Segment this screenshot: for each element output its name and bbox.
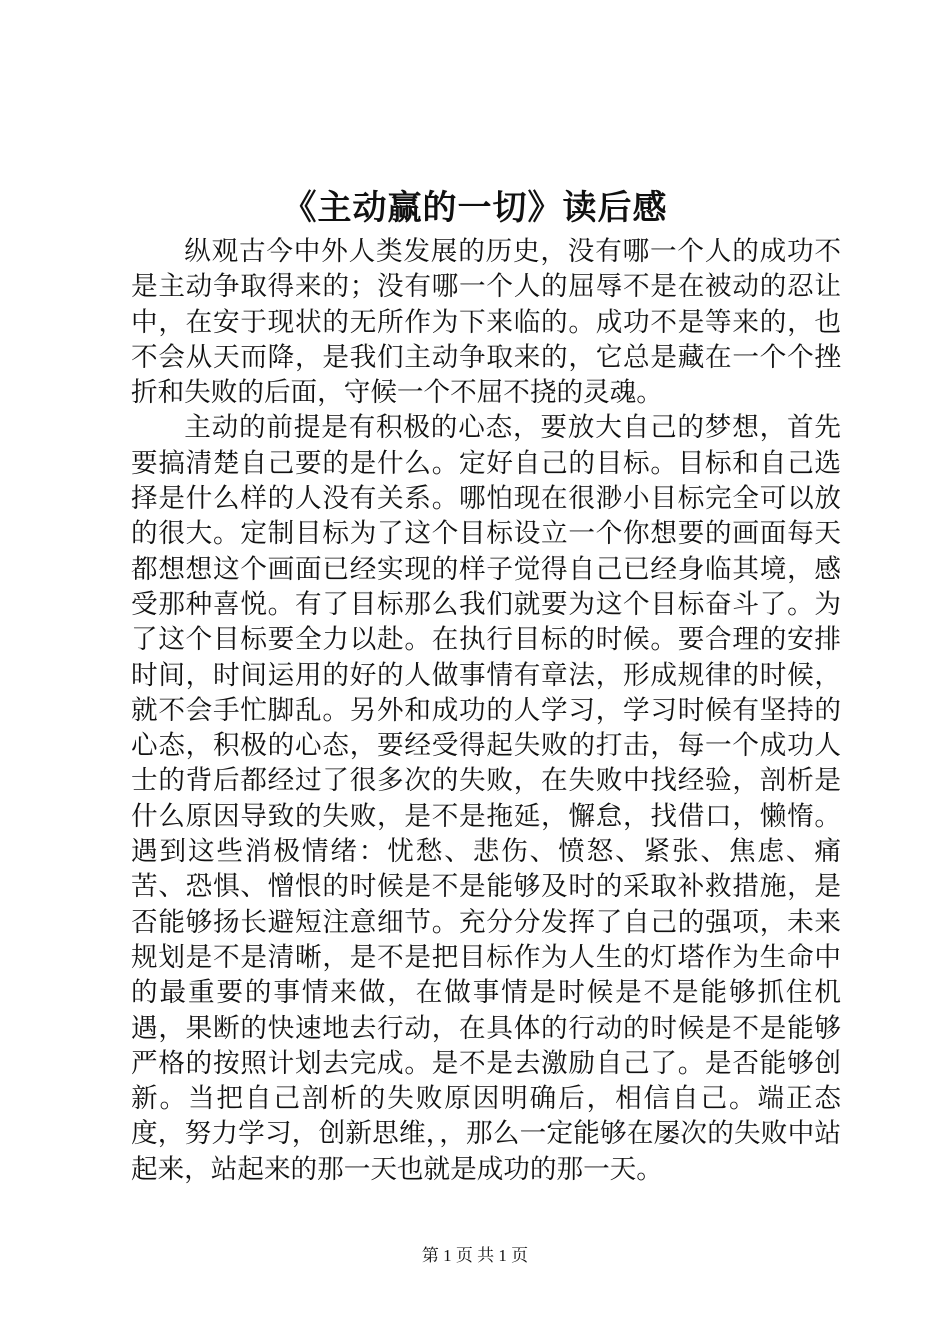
document-body	[131, 234, 841, 1187]
document-title: 《主动赢的一切》读后感	[282, 188, 668, 228]
paragraph-1: 纵观古今中外人类发展的历史，没有哪一个人的成功不是主动争取得来的；没有哪一个人的屈辱不是在被动的忍让中，在安于现状的无所作为下来临的。成功不是等来的，也不会从天而降，是我们主动争取来的，它总是藏在一个个挫折和失败的后面，守候一个不屈不挠的灵魂。	[131, 236, 841, 409]
page-footer: 第 1 页 共 1 页	[421, 1246, 529, 1265]
paragraph-2: 主动的前提是有积极的心态，要放大自己的梦想，首先要搞清楚自己要的是什么。定好自己的目标。目标和自己选择是什么样的人没有关系。哪怕现在很渺小目标完全可以放的很大。定制目标为了这个目标设立一个你想要的画面每天都想想这个画面已经实现的样子觉得自己已经身临其境，感受那种喜悦。有了目标那么我们就要为这个目标奋斗了。为了这个目标要全力以赴。在执行目标的时候。要合理的安排时间，时间运用的好的人做事情有章法，形成规律的时候，就不会手忙脚乱。另外和成功的人学习，学习时候有坚持的心态，积极的心态，要经受得起失败的打击，每一个成功人士的背后都经过了很多次的失败，在失败中找经验，剖析是什么原因导致的失败，是不是拖延，懈怠，找借口，懒惰。遇到这些消极情绪：忧愁、悲伤、愤怒、紧张、焦虑、痛苦、恐惧、憎恨的时候是不是能够及时的采取补救措施，是否能够扬长避短注意细节。充分分发挥了自己的强项，未来规划是不是清晰，是不是把目标作为人生的灯塔作为生命中的最重要的事情来做，在做事情是时候是不是能够抓住机遇，果断的快速地去行动，在具体的行动的时候是不是能够严格的按照计划去完成。是不是去激励自己了。是否能够创新。当把自己剖析的失败原因明确后，相信自己。端正态度，努力学习，创新思维，，那么一定能够在屡次的失败中站起来，站起来的那一天也就是成功的那一天。	[131, 412, 841, 1185]
